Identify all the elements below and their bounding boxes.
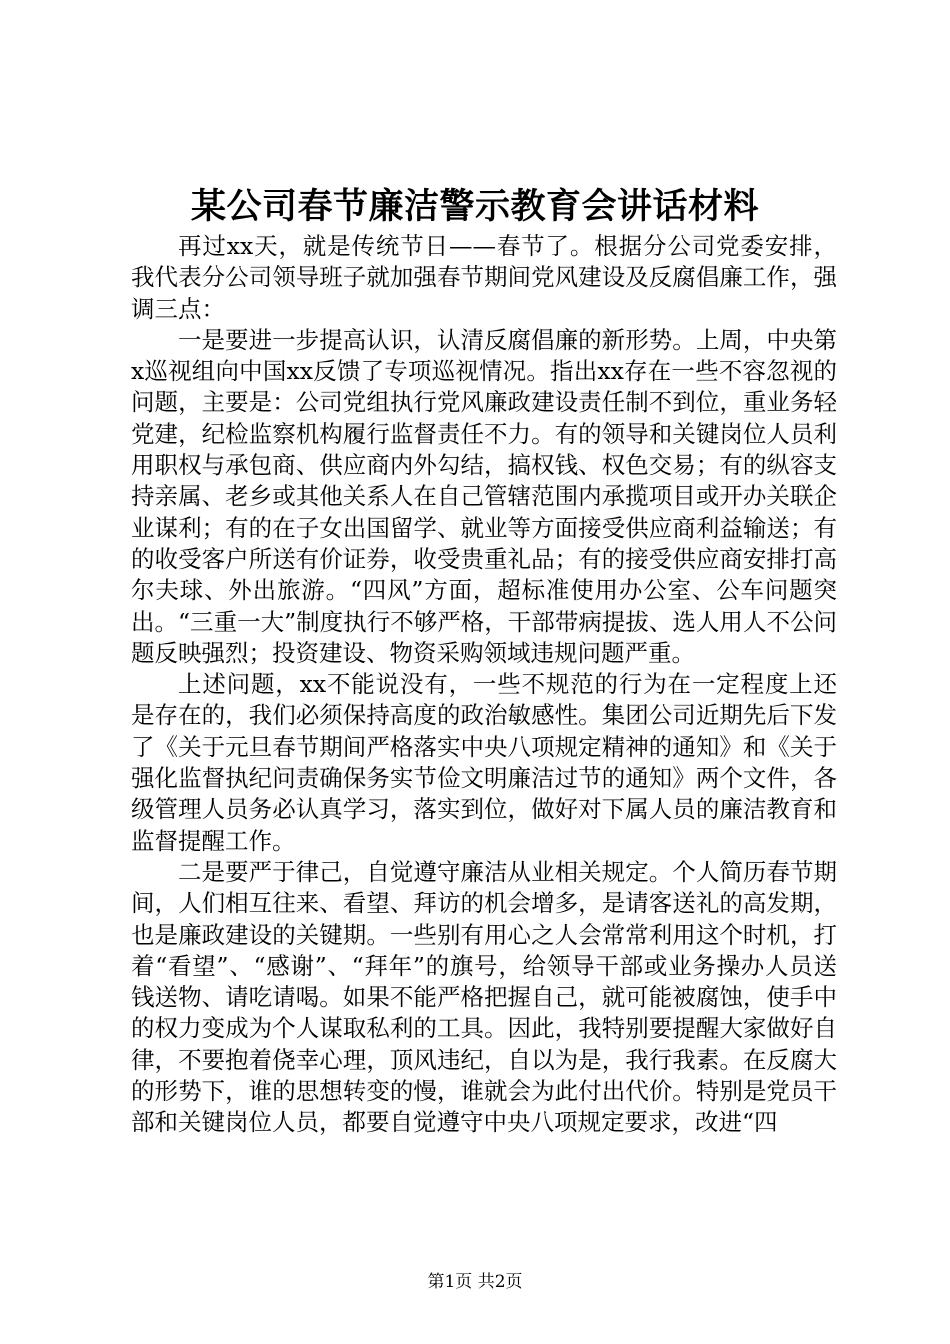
paragraph-issues-followup: 上述问题，xx不能说没有，一些不规范的行为在一定程度上还是存在的，我们必须保持高度的政治敏感性。集团公司近期先后下发了《关于元旦春节期间严格落实中央八项规定精神的通知》和《关于强化监督执纪问责确保务实节俭文明廉洁过节的通知》两个文件，各级管理人员务必认真学习，落实到位，做好对下属人员的廉洁教育和监督提醒工作。 [131, 670, 837, 855]
paragraph-point-one: 一是要进一步提高认识，认清反腐倡廉的新形势。上周，中央第x巡视组向中国xx反馈了专项巡视情况。指出xx存在一些不容忽视的问题，主要是：公司党组执行党风廉政建设责任制不到位，重业务轻党建，纪检监察机构履行监督责任不力。有的领导和关键岗位人员利用职权与承包商、供应商内外勾结，搞权钱、权色交易；有的纵容支持亲属、老乡或其他关系人在自己管辖范围内承揽项目或开办关联企业谋利；有的在子女出国留学、就业等方面接受供应商利益输送；有的收受客户所送有价证券，收受贵重礼品；有的接受供应商安排打高尔夫球、外出旅游。“四风”方面，超标准使用办公室、公车问题突出。“三重一大”制度执行不够严格，干部带病提拔、选人用人不公问题反映强烈；投资建设、物资采购领域违规问题严重。 [131, 325, 837, 667]
document-title: 某公司春节廉洁警示教育会讲话材料 [190, 186, 759, 227]
paragraph-point-two: 二是要严于律己，自觉遵守廉洁从业相关规定。个人简历春节期间，人们相互往来、看望、拜访的机会增多，是请客送礼的高发期，也是廉政建设的关键期。一些别有用心之人会常常利用这个时机，打着“看望”、“感谢”、“拜年”的旗号，给领导干部或业务操办人员送钱送物、请吃请喝。如果不能严格把握自己，就可能被腐蚀，使手中的权力变成为个人谋取私利的工具。因此，我特别要提醒大家做好自律，不要抱着侥幸心理，顶风违纪，自以为是，我行我素。在反腐大的形势下，谁的思想转变的慢，谁就会为此付出代价。特别是党员干部和关键岗位人员，都要自觉遵守中央八项规定要求，改进“四 [131, 857, 837, 1137]
paragraph-intro: 再过xx天，就是传统节日——春节了。根据分公司党委安排，我代表分公司领导班子就加强春节期间党风建设及反腐倡廉工作，强调三点： [131, 232, 837, 323]
document-body [131, 231, 837, 1139]
page-footer: 第1页 共2页 [427, 1272, 523, 1292]
